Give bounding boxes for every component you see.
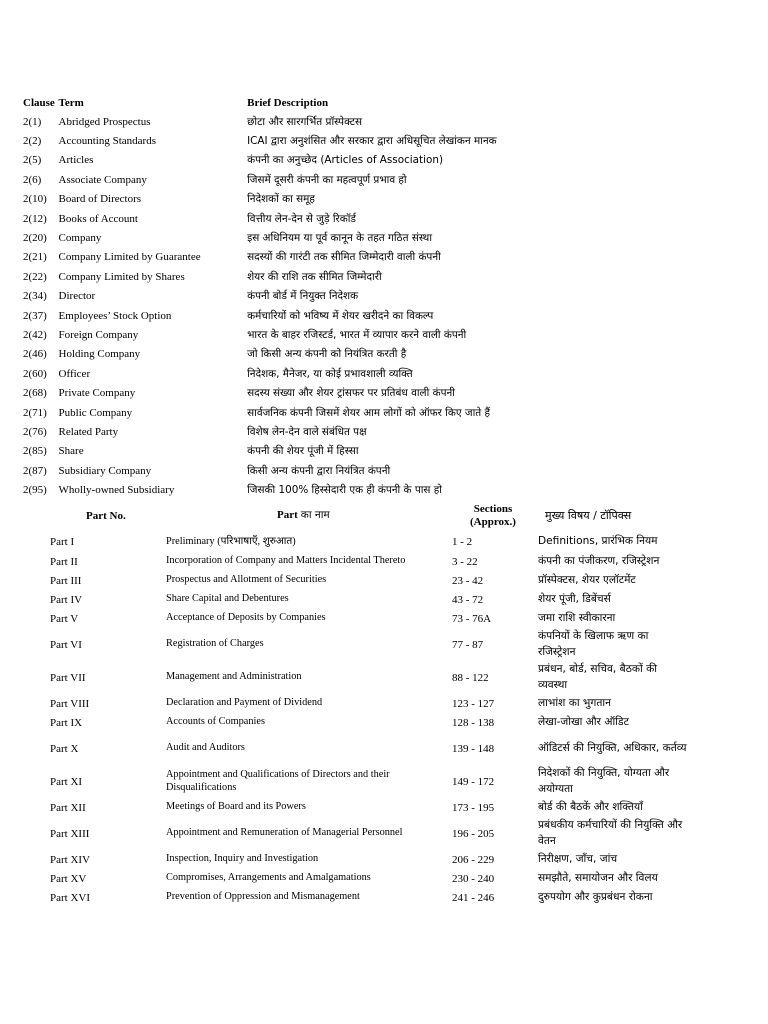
part-sections: 173 - 195 [452,801,495,814]
part-number: Part IV [50,593,83,606]
part-row [0,552,768,571]
part-name: Accounts of Companies [166,716,265,728]
part-sections: 139 - 148 [452,742,495,755]
part-name: Meetings of Board and its Powers [166,801,306,813]
part-row [0,532,768,552]
header-part-name-hi: का नाम [300,509,330,522]
part-sections: 3 - 22 [452,555,478,568]
clause-term: Accounting Standards [58,135,156,148]
part-topics: लेखा-जोखा और ऑडिट [538,715,629,728]
clause-number: 2(71) [23,406,47,419]
part-sections: 88 - 122 [452,671,489,684]
part-name: Management and Administration [166,671,302,683]
clause-description: भारत के बाहर रजिस्टर्ड, भारत में व्यापार करने वाली कंपनी [247,328,467,341]
header-clause: Clause [23,96,55,109]
clause-description: कर्मचारियों को भविष्य में शेयर खरीदने का विकल्प [247,309,434,322]
clause-number: 2(34) [23,290,47,303]
clause-number: 2(2) [23,135,42,148]
clause-row [23,345,563,364]
part-topics: कंपनी का पंजीकरण, रजिस्ट्रेशन [538,554,660,567]
part-row [0,732,768,765]
clause-row [23,190,563,209]
clause-term: Employees’ Stock Option [58,309,172,322]
clause-description: शेयर की राशि तक सीमित जिम्मेदारी [247,270,382,283]
clause-term: Private Company [58,387,136,400]
clause-row [23,287,563,306]
clause-row [23,151,563,170]
part-sections: 1 - 2 [452,536,473,548]
clause-description: जिसकी 100% हिस्सेदारी एक ही कंपनी के पास हो [247,484,442,497]
clause-term: Books of Account [58,212,138,225]
clause-row [23,131,563,150]
clause-row [23,228,563,247]
parts-table-header [0,500,768,532]
clause-table-header [23,93,563,112]
clause-description: सदस्यों की गारंटी तक सीमित जिम्मेदारी वाली कंपनी [247,251,441,264]
clause-table [23,93,563,500]
clause-description: कंपनी की शेयर पूंजी में हिस्सा [247,445,359,458]
clause-number: 2(37) [23,309,47,322]
clause-term: Abridged Prospectus [58,115,151,128]
clause-term: Wholly-owned Subsidiary [58,484,175,497]
part-name: Registration of Charges [166,638,264,650]
clause-number: 2(21) [23,251,47,264]
clause-term: Holding Company [58,348,141,361]
clause-description: निदेशक, मैनेजर, या कोई प्रभावशाली व्यक्ति [247,367,413,380]
clause-row [23,480,563,499]
clause-row [23,112,563,131]
clause-description: विशेष लेन-देन वाले संबंधित पक्ष [247,425,367,438]
clause-row [23,461,563,480]
part-number: Part VI [50,638,82,651]
part-row [0,590,768,609]
part-sections: 149 - 172 [452,775,495,788]
clause-row [23,364,563,383]
part-topics: शेयर पूंजी, डिबेंचर्स [538,592,611,605]
clause-number: 2(5) [23,154,42,167]
part-number: Part X [50,742,79,755]
part-number: Part VIII [50,697,90,710]
clause-number: 2(95) [23,484,47,497]
clause-description: निदेशकों का समूह [247,193,315,206]
part-sections: 230 - 240 [452,872,495,885]
part-sections: 77 - 87 [452,638,484,651]
part-number: Part IX [50,716,83,729]
part-sections: 23 - 42 [452,574,484,587]
clause-number: 2(76) [23,425,47,438]
clause-row [23,383,563,402]
part-number: Part XI [50,775,83,788]
clause-row [23,422,563,441]
part-topics: ऑडिटर्स की नियुक्ति, अधिकार, कर्तव्य [538,741,687,754]
clause-description: जिसमें दूसरी कंपनी का महत्वपूर्ण प्रभाव हो [247,173,407,186]
clause-row [23,248,563,267]
part-row [0,850,768,869]
part-sections: 43 - 72 [452,593,484,606]
part-row [0,628,768,661]
clause-description: ICAI द्वारा अनुशंसित और सरकार द्वारा अधिसूचित लेखांकन मानक [247,135,497,148]
part-name: Appointment and Remuneration of Managerial Personnel [166,827,403,839]
clause-term: Director [58,290,96,303]
clause-term: Foreign Company [58,328,139,341]
clause-term: Board of Directors [58,193,142,206]
part-topics: कंपनियों के खिलाफ ऋण का रजिस्ट्रेशन [538,630,649,658]
clause-number: 2(20) [23,232,47,245]
part-topics: समझौते, समायोजन और विलय [538,871,658,884]
clause-row [23,442,563,461]
clause-row [23,267,563,286]
parts-table-body [0,532,768,907]
clause-row [23,403,563,422]
part-number: Part XVI [50,891,91,904]
clause-term: Related Party [58,425,119,438]
part-name: Appointment and Qualifications of Directors and their Disqualifications [166,768,390,793]
part-number: Part III [50,574,82,587]
part-number: Part XII [50,801,86,814]
part-number: Part XIV [50,853,91,866]
part-row [0,713,768,732]
part-sections: 128 - 138 [452,716,495,729]
clause-term: Company Limited by Guarantee [58,251,201,264]
part-row [0,661,768,694]
part-name: Preliminary (परिभाषाएँ, शुरुआत) [166,535,296,547]
part-name: Declaration and Payment of Dividend [166,697,323,709]
part-topics: प्रबंधन, बोर्ड, सचिव, बैठकों की व्यवस्था [538,663,657,691]
clause-number: 2(10) [23,193,47,206]
clause-number: 2(85) [23,445,47,458]
clause-number: 2(60) [23,367,47,380]
part-topics: निरीक्षण, जाँच, जांच [538,852,618,865]
clause-table-body [23,112,563,500]
clause-number: 2(87) [23,464,47,477]
clause-term: Associate Company [58,173,147,186]
header-part-no: Part No. [86,510,126,522]
clause-number: 2(42) [23,328,47,341]
clause-description: वित्तीय लेन-देन से जुड़े रिकॉर्ड [247,212,356,225]
part-name: Inspection, Inquiry and Investigation [166,853,319,865]
part-number: Part I [50,536,75,548]
clause-term: Officer [58,367,91,380]
part-number: Part II [50,555,78,568]
part-name: Audit and Auditors [166,742,245,754]
part-name: Share Capital and Debentures [166,593,289,605]
clause-description: छोटा और सारगर्भित प्रॉस्पेक्टस [247,115,363,128]
part-name: Compromises, Arrangements and Amalgamations [166,872,371,884]
part-row [0,798,768,817]
part-name: Acceptance of Deposits by Companies [166,612,326,624]
part-sections: 241 - 246 [452,891,495,904]
clause-number: 2(6) [23,173,42,186]
clause-term: Share [58,445,84,458]
clause-number: 2(12) [23,212,47,225]
part-number: Part V [50,612,79,625]
part-sections: 123 - 127 [452,697,495,710]
part-number: Part XV [50,872,87,885]
clause-description: सार्वजनिक कंपनी जिसमें शेयर आम लोगों को ऑफर किए जाते हैं [247,406,491,419]
clause-description: कंपनी बोर्ड में नियुक्त निदेशक [247,290,359,303]
part-row [0,869,768,888]
part-topics: Definitions, प्रारंभिक नियम [538,535,658,548]
part-number: Part VII [50,671,86,684]
clause-term: Articles [58,154,94,167]
clause-number: 2(46) [23,348,47,361]
clause-description: कंपनी का अनुच्छेद (Articles of Association) [247,154,443,167]
part-sections: 73 - 76A [452,612,492,625]
part-topics: जमा राशि स्वीकारना [538,611,616,624]
part-topics: दुरुपयोग और कुप्रबंधन रोकना [538,890,653,903]
clause-description: इस अधिनियम या पूर्व कानून के तहत गठित संस्था [247,232,433,245]
clause-row [23,306,563,325]
clause-row [23,209,563,228]
clause-description: किसी अन्य कंपनी द्वारा नियंत्रित कंपनी [247,464,391,477]
header-part-name-en: Part [277,509,298,522]
header-sections: Sections (Approx.) [470,502,516,528]
clause-term: Company [58,232,102,245]
clause-description: सदस्य संख्या और शेयर ट्रांसफर पर प्रतिबंध वाली कंपनी [247,387,455,400]
part-number: Part XIII [50,827,90,840]
part-name: Incorporation of Company and Matters Incidental Thereto [166,555,406,567]
part-topics: लाभांश का भुगतान [538,696,612,709]
part-row [0,765,768,798]
part-topics: प्रबंधकीय कर्मचारियों की नियुक्ति और वेतन [538,819,683,847]
clause-term: Public Company [58,406,133,419]
part-topics: बोर्ड की बैठकें और शक्तियाँ [538,800,643,813]
header-description: Brief Description [247,96,329,109]
clause-row [23,170,563,189]
part-sections: 206 - 229 [452,853,495,866]
clause-term: Subsidiary Company [58,464,152,477]
part-name: Prospectus and Allotment of Securities [166,574,327,586]
header-topics: मुख्य विषय / टॉपिक्स [545,509,632,523]
part-row [0,694,768,713]
part-topics: प्रॉस्पेक्टस, शेयर एलॉटमेंट [538,573,636,586]
part-row [0,888,768,907]
clause-description: जो किसी अन्य कंपनी को नियंत्रित करती है [247,348,407,361]
clause-number: 2(22) [23,270,47,283]
header-term: Term [58,96,84,109]
part-name: Prevention of Oppression and Mismanagement [166,891,360,903]
part-topics: निदेशकों की नियुक्ति, योग्यता और अयोग्यता [538,767,670,795]
clause-term: Company Limited by Shares [58,270,185,283]
clause-number: 2(1) [23,115,42,128]
clause-number: 2(68) [23,387,47,400]
parts-table [0,500,768,907]
part-sections: 196 - 205 [452,827,495,840]
part-row [0,571,768,590]
part-row [0,609,768,628]
clause-row [23,325,563,344]
part-row [0,817,768,850]
